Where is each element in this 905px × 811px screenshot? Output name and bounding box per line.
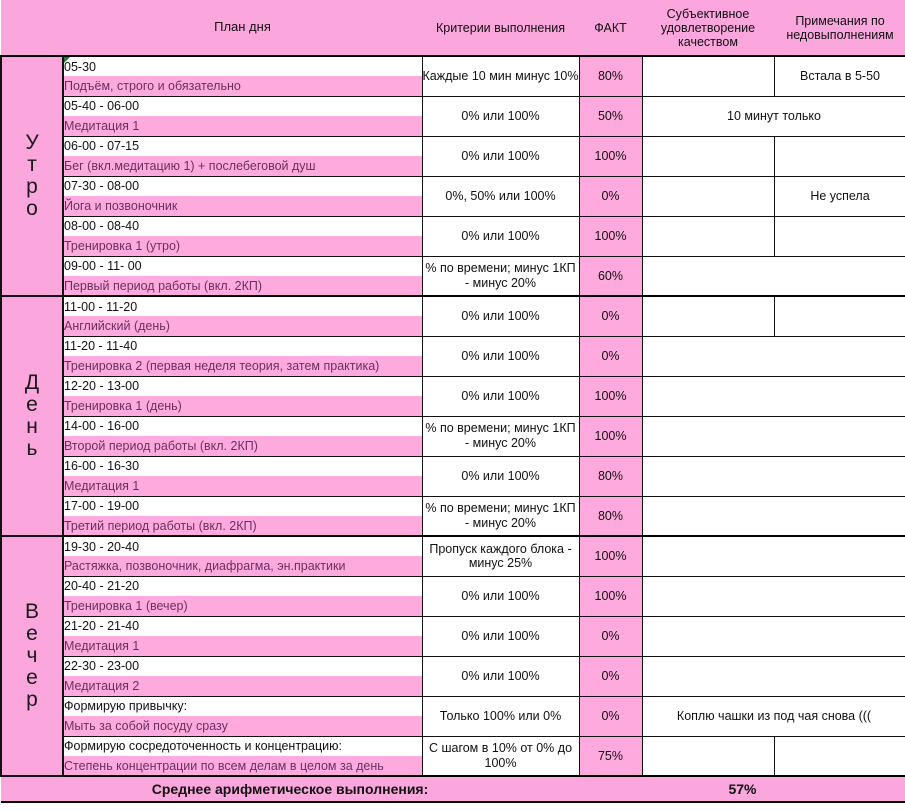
note-cell[interactable] [774, 296, 905, 336]
criteria-cell[interactable]: 0% или 100% [422, 656, 579, 696]
satisfaction-cell[interactable] [642, 496, 905, 536]
fact-cell[interactable]: 50% [579, 96, 642, 136]
activity-cell[interactable]: Подъём, строго и обязательно [63, 76, 422, 96]
time-cell[interactable] [63, 56, 422, 76]
section-letter: е [26, 621, 38, 645]
note-cell[interactable] [774, 136, 905, 176]
criteria-cell[interactable]: 0%, 50% или 100% [422, 176, 579, 216]
time-cell[interactable] [63, 656, 422, 676]
fact-cell[interactable]: 0% [579, 696, 642, 736]
activity-cell[interactable]: Растяжка, позвоночник, диафрагма, эн.практики [63, 556, 422, 576]
section-letter: р [26, 175, 38, 198]
satisfaction-cell[interactable]: Коплю чашки из под чая снова ((( [642, 696, 905, 736]
plan-row-time [1, 656, 905, 676]
fact-cell[interactable]: 80% [579, 456, 642, 496]
time-cell[interactable] [63, 496, 422, 516]
comment-marker-icon [64, 57, 70, 63]
time-text: 06-00 - 07-15 [64, 139, 140, 154]
activity-cell[interactable]: Первый период работы (вкл. 2КП) [63, 276, 422, 296]
time-text: 20-40 - 21-20 [64, 579, 140, 594]
criteria-cell[interactable]: С шагом в 10% от 0% до 100% [422, 736, 579, 776]
fact-cell[interactable]: 100% [579, 576, 642, 616]
criteria-cell[interactable]: % по времени; минус 1КП - минус 20% [422, 416, 579, 456]
plan-row-time [1, 336, 905, 356]
plan-row-time [1, 536, 905, 556]
satisfaction-cell[interactable] [642, 56, 774, 96]
summary-row [1, 776, 905, 802]
note-cell[interactable]: Встала в 5-50 [774, 56, 905, 96]
time-text: Формирую сосредоточенность и концентрацию: [64, 739, 342, 754]
note-cell[interactable] [774, 736, 905, 776]
time-cell[interactable] [63, 216, 422, 236]
criteria-cell[interactable]: 0% или 100% [422, 296, 579, 336]
satisfaction-cell[interactable] [642, 456, 905, 496]
time-cell[interactable] [63, 376, 422, 396]
plan-row-time [1, 256, 905, 276]
section-label-letters [2, 132, 62, 220]
activity-cell[interactable]: Тренировка 1 (утро) [63, 236, 422, 256]
section-label-morning [1, 56, 63, 296]
time-text: 05-40 - 06-00 [64, 99, 140, 114]
plan-row-time [1, 376, 905, 396]
plan-row-time [1, 496, 905, 516]
activity-cell[interactable]: Тренировка 1 (день) [63, 396, 422, 416]
time-text: 17-00 - 19-00 [64, 499, 140, 514]
section-letter: т [27, 152, 37, 176]
criteria-cell[interactable]: % по времени; минус 1КП - минус 20% [422, 496, 579, 536]
fact-cell[interactable]: 0% [579, 616, 642, 656]
time-cell[interactable] [63, 176, 422, 196]
plan-row-time [1, 216, 905, 236]
criteria-cell[interactable]: Пропуск каждого блока - минус 25% [422, 536, 579, 576]
time-cell[interactable] [63, 696, 422, 716]
activity-cell[interactable]: Степень концентрации по всем делам в целом за день [63, 756, 422, 776]
activity-cell[interactable]: Английский (день) [63, 316, 422, 336]
time-cell[interactable] [63, 296, 422, 316]
header-corner-spacer [1, 0, 63, 56]
plan-row-time [1, 736, 905, 756]
activity-cell[interactable]: Бег (вкл.медитацию 1) + послебеговой душ [63, 156, 422, 176]
time-text: 21-20 - 21-40 [64, 619, 140, 634]
time-text: 09-00 - 11- 00 [64, 259, 142, 274]
plan-row-time [1, 296, 905, 316]
time-text: 14-00 - 16-00 [64, 419, 140, 434]
fact-cell[interactable]: 0% [579, 656, 642, 696]
note-cell[interactable]: Не успела [774, 176, 905, 216]
section-label-letters [2, 372, 62, 460]
satisfaction-cell[interactable] [642, 136, 774, 176]
fact-cell[interactable]: 100% [579, 136, 642, 176]
activity-cell[interactable]: Медитация 1 [63, 636, 422, 656]
fact-cell[interactable]: 80% [579, 56, 642, 96]
satisfaction-cell[interactable] [642, 416, 905, 456]
time-cell[interactable] [63, 456, 422, 476]
criteria-cell[interactable]: 0% или 100% [422, 576, 579, 616]
plan-row-time [1, 616, 905, 636]
plan-row-time [1, 96, 905, 116]
header-criteria: Критерии выполнения [422, 0, 579, 56]
note-cell[interactable] [774, 216, 905, 256]
table-body [1, 0, 905, 802]
time-cell[interactable] [63, 736, 422, 756]
satisfaction-cell[interactable] [642, 656, 905, 696]
activity-cell[interactable]: Медитация 1 [63, 116, 422, 136]
plan-row-time [1, 696, 905, 716]
fact-cell[interactable]: 100% [579, 416, 642, 456]
fact-cell[interactable]: 80% [579, 496, 642, 536]
activity-cell[interactable]: Мыть за собой посуду сразу [63, 716, 422, 736]
section-letter: е [26, 392, 38, 416]
header-notes: Примечания по недовыполнениям [774, 0, 905, 56]
fact-cell[interactable]: 0% [579, 176, 642, 216]
section-letter: Д [24, 370, 40, 394]
plan-row-time [1, 576, 905, 596]
activity-cell[interactable]: Тренировка 1 (вечер) [63, 596, 422, 616]
satisfaction-cell[interactable] [642, 216, 774, 256]
time-cell[interactable] [63, 536, 422, 556]
satisfaction-cell[interactable] [642, 536, 905, 576]
time-text: 12-20 - 13-00 [64, 379, 140, 394]
criteria-cell[interactable]: Каждые 10 мин минус 10% [422, 56, 579, 96]
satisfaction-cell[interactable] [642, 576, 905, 616]
section-letter: У [25, 130, 39, 154]
time-cell[interactable] [63, 336, 422, 356]
fact-cell[interactable]: 100% [579, 376, 642, 416]
header-plan: План дня [63, 0, 422, 56]
time-cell[interactable] [63, 616, 422, 636]
section-letter: н [26, 415, 38, 438]
activity-cell[interactable]: Тренировка 2 (первая неделя теория, затем практика) [63, 356, 422, 376]
section-letter: ь [26, 437, 38, 461]
time-text: 19-30 - 20-40 [64, 539, 140, 554]
activity-cell[interactable]: Йога и позвоночник [63, 196, 422, 216]
criteria-cell[interactable]: 0% или 100% [422, 456, 579, 496]
satisfaction-cell[interactable] [642, 736, 774, 776]
satisfaction-cell[interactable] [642, 376, 905, 416]
section-letter: В [24, 599, 39, 623]
time-cell[interactable] [63, 136, 422, 156]
section-letter: р [26, 688, 38, 712]
criteria-cell[interactable]: 0% или 100% [422, 136, 579, 176]
fact-cell[interactable]: 60% [579, 256, 642, 296]
satisfaction-cell[interactable] [642, 296, 774, 336]
time-text: Формирую привычку: [64, 699, 188, 714]
fact-cell[interactable]: 100% [579, 216, 642, 256]
activity-cell[interactable]: Второй период работы (вкл. 2КП) [63, 436, 422, 456]
activity-cell[interactable]: Третий период работы (вкл. 2КП) [63, 516, 422, 536]
fact-cell[interactable]: 75% [579, 736, 642, 776]
plan-row-time [1, 56, 905, 76]
plan-row-time [1, 136, 905, 156]
time-cell[interactable] [63, 96, 422, 116]
fact-cell[interactable]: 0% [579, 296, 642, 336]
time-text: 22-30 - 23-00 [64, 659, 140, 674]
criteria-cell[interactable]: 0% или 100% [422, 336, 579, 376]
section-label-evening [1, 536, 63, 776]
header-fact: ФАКТ [579, 0, 642, 56]
summary-value: 57% [579, 776, 905, 802]
time-text: 08-00 - 08-40 [64, 219, 140, 234]
criteria-cell[interactable]: 0% или 100% [422, 376, 579, 416]
time-text: 05-30 [64, 59, 96, 74]
criteria-cell[interactable]: 0% или 100% [422, 616, 579, 656]
fact-cell[interactable]: 0% [579, 336, 642, 376]
activity-cell[interactable]: Медитация 1 [63, 476, 422, 496]
header-satisfaction: Субъективное удовлетворение качеством [642, 0, 774, 56]
time-text: 16-00 - 16-30 [64, 459, 140, 474]
fact-cell[interactable]: 100% [579, 536, 642, 576]
criteria-cell[interactable]: % по времени; минус 1КП - минус 20% [422, 256, 579, 296]
satisfaction-cell[interactable]: 10 минут только [642, 96, 905, 136]
time-text: 11-00 - 11-20 [64, 299, 138, 314]
satisfaction-cell[interactable] [642, 616, 905, 656]
time-text: 11-20 - 11-40 [64, 339, 138, 354]
section-letter: о [26, 197, 38, 221]
time-cell[interactable] [63, 256, 422, 276]
criteria-cell[interactable]: 0% или 100% [422, 216, 579, 256]
satisfaction-cell[interactable] [642, 176, 774, 216]
section-label-day [1, 296, 63, 536]
section-letter: е [26, 666, 38, 690]
plan-row-time [1, 176, 905, 196]
section-label-letters [2, 601, 62, 711]
plan-row-time [1, 416, 905, 436]
time-cell[interactable] [63, 416, 422, 436]
satisfaction-cell[interactable] [642, 336, 905, 376]
satisfaction-cell[interactable] [642, 256, 905, 296]
criteria-cell[interactable]: Только 100% или 0% [422, 696, 579, 736]
plan-row-time [1, 456, 905, 476]
criteria-cell[interactable]: 0% или 100% [422, 96, 579, 136]
time-cell[interactable] [63, 576, 422, 596]
table-header-row [1, 0, 905, 56]
summary-label: Среднее арифметическое выполнения: [1, 776, 579, 802]
section-letter: ч [26, 643, 38, 667]
activity-cell[interactable]: Медитация 2 [63, 676, 422, 696]
time-text: 07-30 - 08-00 [64, 179, 140, 194]
